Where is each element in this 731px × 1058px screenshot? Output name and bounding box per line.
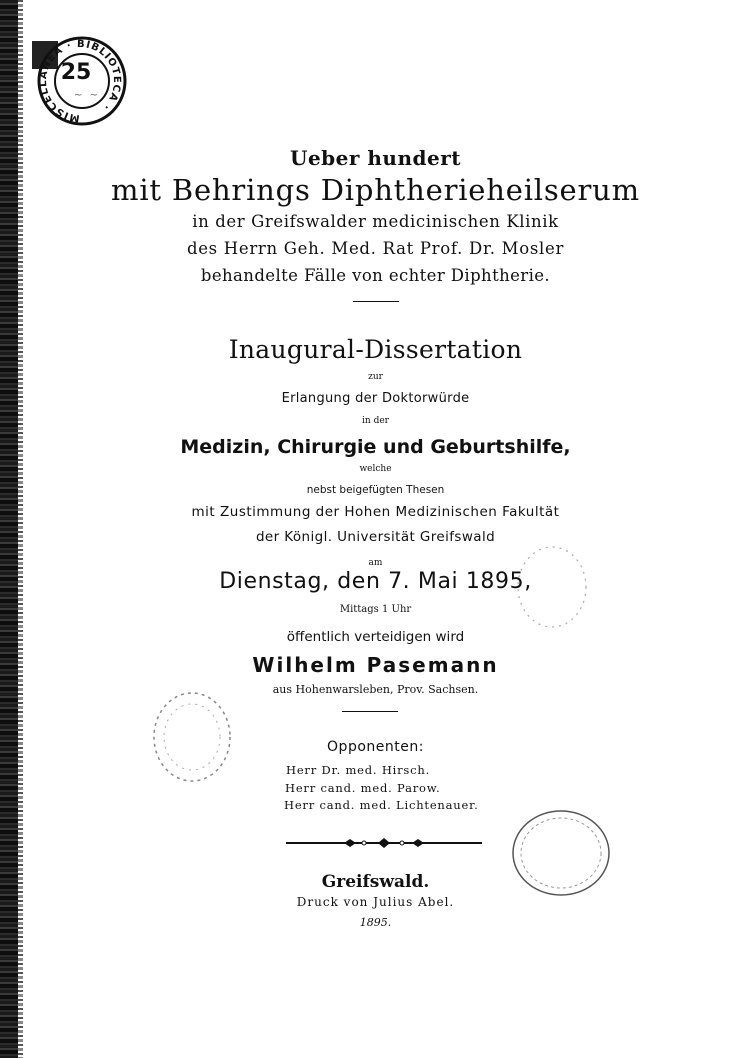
- imprint-city: Greifswald.: [321, 872, 430, 892]
- zur-label: zur: [368, 372, 383, 382]
- title-line-1: Ueber hundert: [290, 146, 461, 170]
- defense-date: Dienstag, den 7. Mai 1895,: [219, 569, 532, 594]
- title-line-4: des Herrn Geh. Med. Rat Prof. Dr. Mosler: [186, 239, 565, 258]
- defense-time: Mittags 1 Uhr: [339, 604, 412, 615]
- divider-rule-2: [342, 711, 398, 712]
- imprint-printer: Druck von Julius Abel.: [296, 895, 455, 909]
- stamp-number: 25: [60, 60, 92, 85]
- faint-oval-stamp-icon: [508, 805, 614, 901]
- fields-line: Medizin, Chirurgie und Geburtshilfe,: [180, 436, 571, 458]
- in-der-label: in der: [362, 416, 389, 426]
- title-line-2: mit Behrings Diphtherieheilserum: [111, 173, 640, 207]
- welche-label: welche: [359, 464, 392, 474]
- verteidigen-line: öffentlich verteidigen wird: [286, 629, 465, 645]
- faint-stamp-left-icon: [148, 687, 238, 787]
- author-origin: aus Hohenwarsleben, Prov. Sachsen.: [272, 683, 479, 696]
- opponent-item: Herr Dr. med. Hirsch.: [286, 763, 431, 777]
- faint-stamp-right-icon: [512, 542, 592, 632]
- title-line-3: in der Greifswalder medicinischen Klinik: [192, 212, 559, 231]
- erlangung-line: Erlangung der Doktorwürde: [281, 391, 470, 406]
- svg-text:MISCELLANEA · BIBLIOTECA ·: MISCELLANEA · BIBLIOTECA ·: [37, 38, 123, 124]
- opponent-item: Herr cand. med. Lichtenauer.: [284, 798, 479, 812]
- imprint-year: 1895.: [359, 916, 392, 929]
- university-line: der Königl. Universität Greifswald: [255, 529, 496, 545]
- title-line-5: behandelte Fälle von echter Diphtherie.: [200, 266, 551, 285]
- am-label: am: [368, 558, 383, 568]
- ornamental-divider-icon: [284, 836, 484, 850]
- author-name: Wilhelm Pasemann: [252, 653, 499, 677]
- stamp-scribble: ~ ~: [74, 90, 100, 101]
- dissertation-title: Inaugural-Dissertation: [228, 335, 523, 364]
- opponent-item: Herr cand. med. Parow.: [285, 781, 441, 795]
- thesen-line: nebst beigefügten Thesen: [306, 484, 445, 496]
- book-spine-edge: [0, 0, 20, 1058]
- opponents-heading: Opponenten:: [327, 739, 424, 755]
- divider-rule-1: [353, 301, 399, 302]
- zustimmung-line: mit Zustimmung der Hohen Medizinischen Fakultät: [191, 504, 560, 520]
